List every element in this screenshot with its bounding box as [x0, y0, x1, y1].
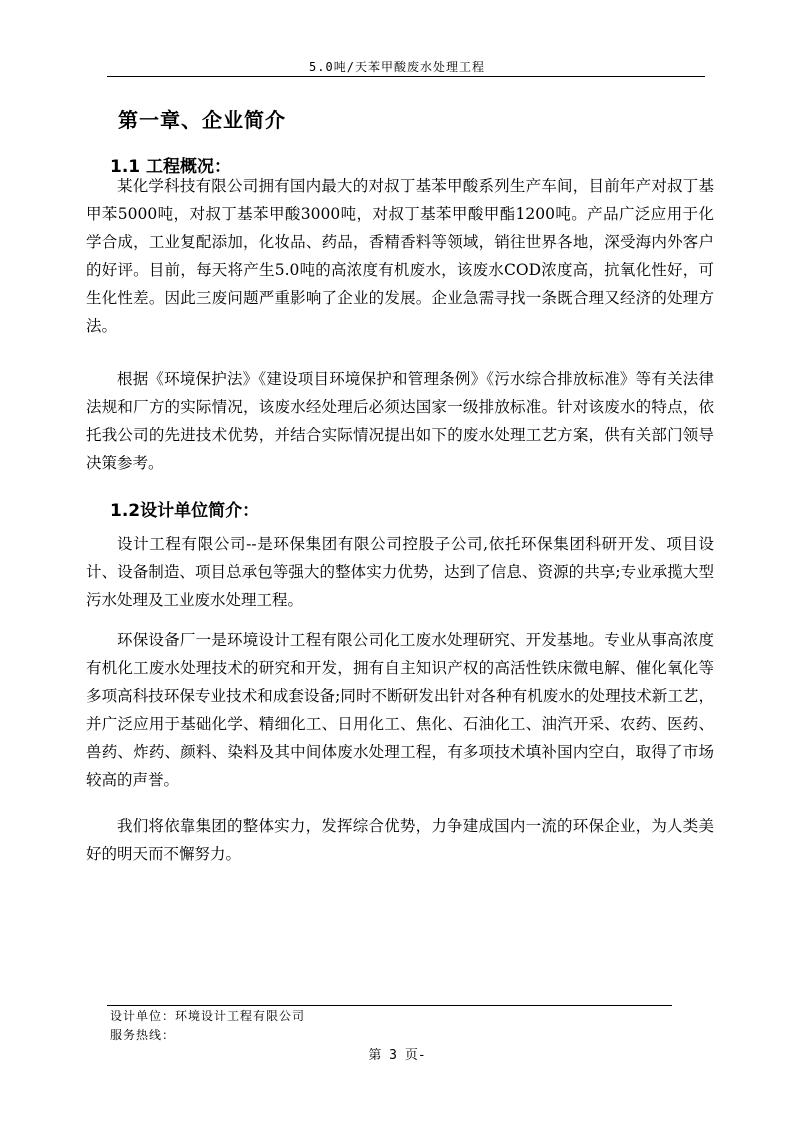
- section-heading-design-unit: 1.2设计单位简介：: [110, 501, 260, 521]
- paragraph-overview-1: 某化学科技有限公司拥有国内最大的对叔丁基苯甲酸系列生产车间，目前年产对叔丁基甲苯5000吨，对叔丁基苯甲酸3000吨，对叔丁基苯甲酸甲酯1200吨。产品广泛应用于化学合成，工业复配添加，化妆品、药品，香精香料等领域，销往世界各地，深受海内外客户的好评。目前，每天将产生5.0吨的高浓度有机废水，该废水COD浓度高，抗氧化性好，可生化性差。因此三废问题严重影响了企业的发展。企业急需寻找一条既合理又经济的处理方法。: [86, 177, 714, 335]
- footer-divider: [107, 1005, 672, 1006]
- chapter-title: 第一章、企业简介: [118, 108, 286, 132]
- paragraph-overview-2: 根据《环境保护法》《建设项目环境保护和管理条例》《污水综合排放标准》等有关法律法规和厂方的实际情况，该废水经处理后必须达国家一级排放标准。针对该废水的特点，依托我公司的先进技术优势，并结合实际情况提出如下的废水处理工艺方案，供有关部门领导决策参考。: [86, 370, 714, 472]
- section-heading-overview: 1.1 工程概况：: [110, 157, 232, 177]
- header-divider: [107, 76, 705, 77]
- footer-hotline: 服务热线：: [110, 1028, 176, 1042]
- page-number: 第 3 页-: [368, 1048, 426, 1063]
- paragraph-design-unit-3: 我们将依靠集团的整体实力，发挥综合优势，力争建成国内一流的环保企业，为人类美好的明天而不懈努力。: [86, 817, 714, 863]
- running-header: 5.0吨/天苯甲酸废水处理工程: [309, 60, 485, 74]
- paragraph-design-unit-2: 环保设备厂一是环境设计工程有限公司化工废水处理研究、开发基地。专业从事高浓度有机化工废水处理技术的研究和开发，拥有自主知识产权的高活性铁床微电解、催化氧化等多项高科技环保专业技术和成套设备;同时不断研发出针对各种有机废水的处理技术新工艺，并广泛应用于基础化学、精细化工、日用化工、焦化、石油化工、油汽开采、农药、医药、兽药、炸药、颜料、染料及其中间体废水处理工程，有多项技术填补国内空白，取得了市场较高的声誉。: [86, 631, 714, 789]
- paragraph-design-unit-1: 设计工程有限公司--是环保集团有限公司控股子公司,依托环保集团科研开发、项目设计、设备制造、项目总承包等强大的整体实力优势，达到了信息、资源的共享;专业承揽大型污水处理及工业废水处理工程。: [86, 535, 714, 609]
- footer-design-unit: 设计单位：环境设计工程有限公司: [110, 1009, 306, 1023]
